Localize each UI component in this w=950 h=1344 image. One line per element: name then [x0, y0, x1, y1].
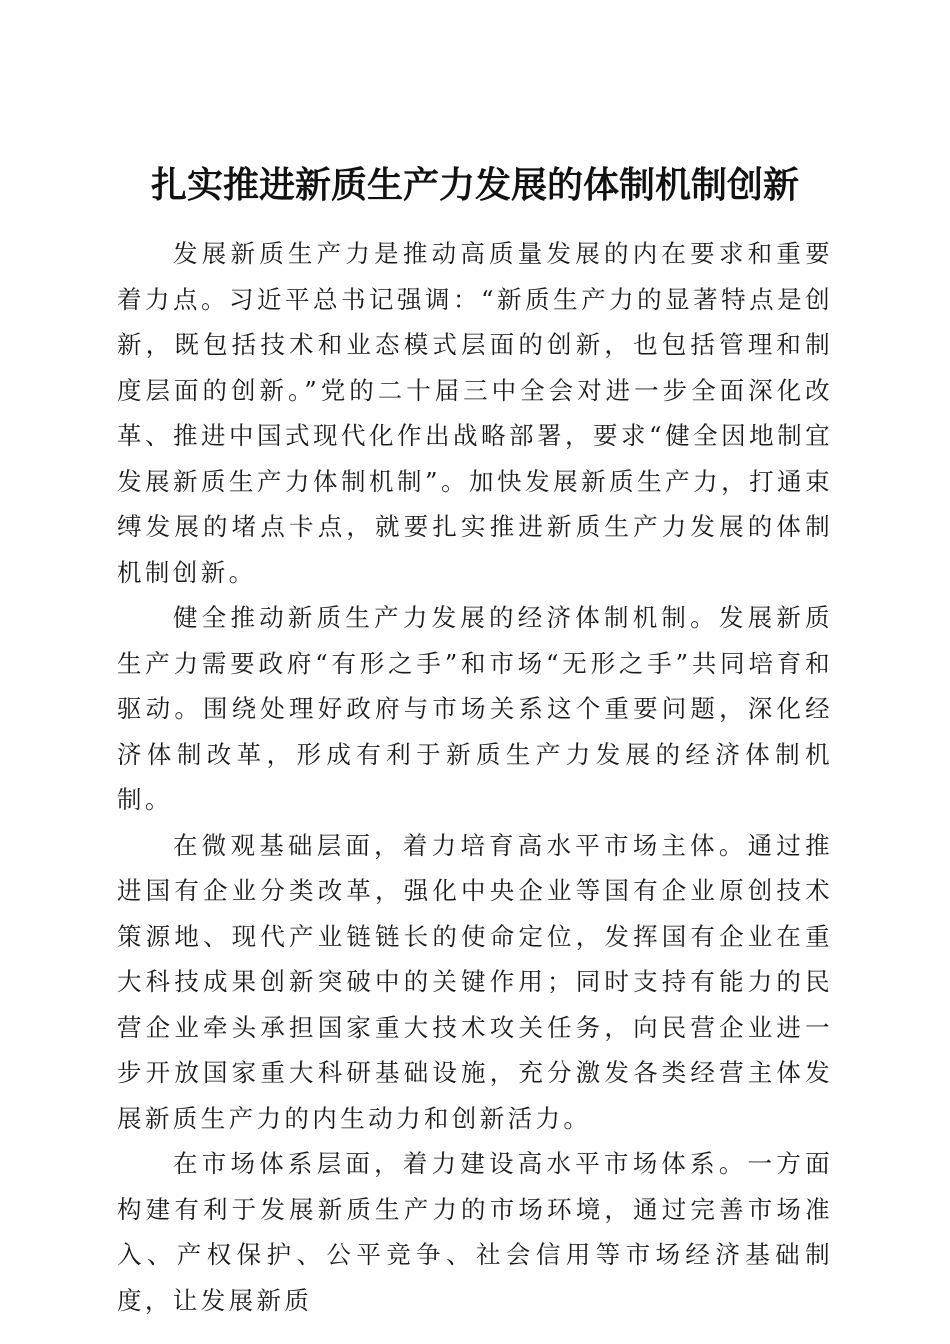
document-title: 扎实推进新质生产力发展的体制机制创新 [150, 165, 799, 207]
paragraph-1: 发展新质生产力是推动高质量发展的内在要求和重要着力点。习近平总书记强调：“新质生产力的显著特点是创新，既包括技术和业态模式层面的创新，也包括管理和制度层面的创新。”党的二十届三中全会对进一步全面深化改革、推进中国式现代化作出战略部署，要求“健全因地制宜发展新质生产力体制机制”。加快发展新质生产力，打通束缚发展的堵点卡点，就要扎实推进新质生产力发展的体制机制创新。 [117, 239, 833, 587]
paragraph-4: 在市场体系层面，着力建设高水平市场体系。一方面构建有利于发展新质生产力的市场环境，通过完善市场准入、产权保护、公平竞争、社会信用等市场经济基础制度，让发展新质 [117, 1149, 833, 1315]
paragraph-3: 在微观基础层面，着力培育高水平市场主体。通过推进国有企业分类改革，强化中央企业等国有企业原创技术策源地、现代产业链链长的使命定位，发挥国有企业在重大科技成果创新突破中的关键作用；同时支持有能力的民营企业牵头承担国家重大技术攻关任务，向民营企业进一步开放国家重大科研基础设施，充分激发各类经营主体发展新质生产力的内生动力和创新活力。 [117, 830, 833, 1133]
document-body [117, 231, 833, 1323]
paragraph-2: 健全推动新质生产力发展的经济体制机制。发展新质生产力需要政府“有形之手”和市场“无形之手”共同培育和驱动。围绕处理好政府与市场关系这个重要问题，深化经济体制改革，形成有利于新质生产力发展的经济体制机制。 [117, 603, 833, 814]
